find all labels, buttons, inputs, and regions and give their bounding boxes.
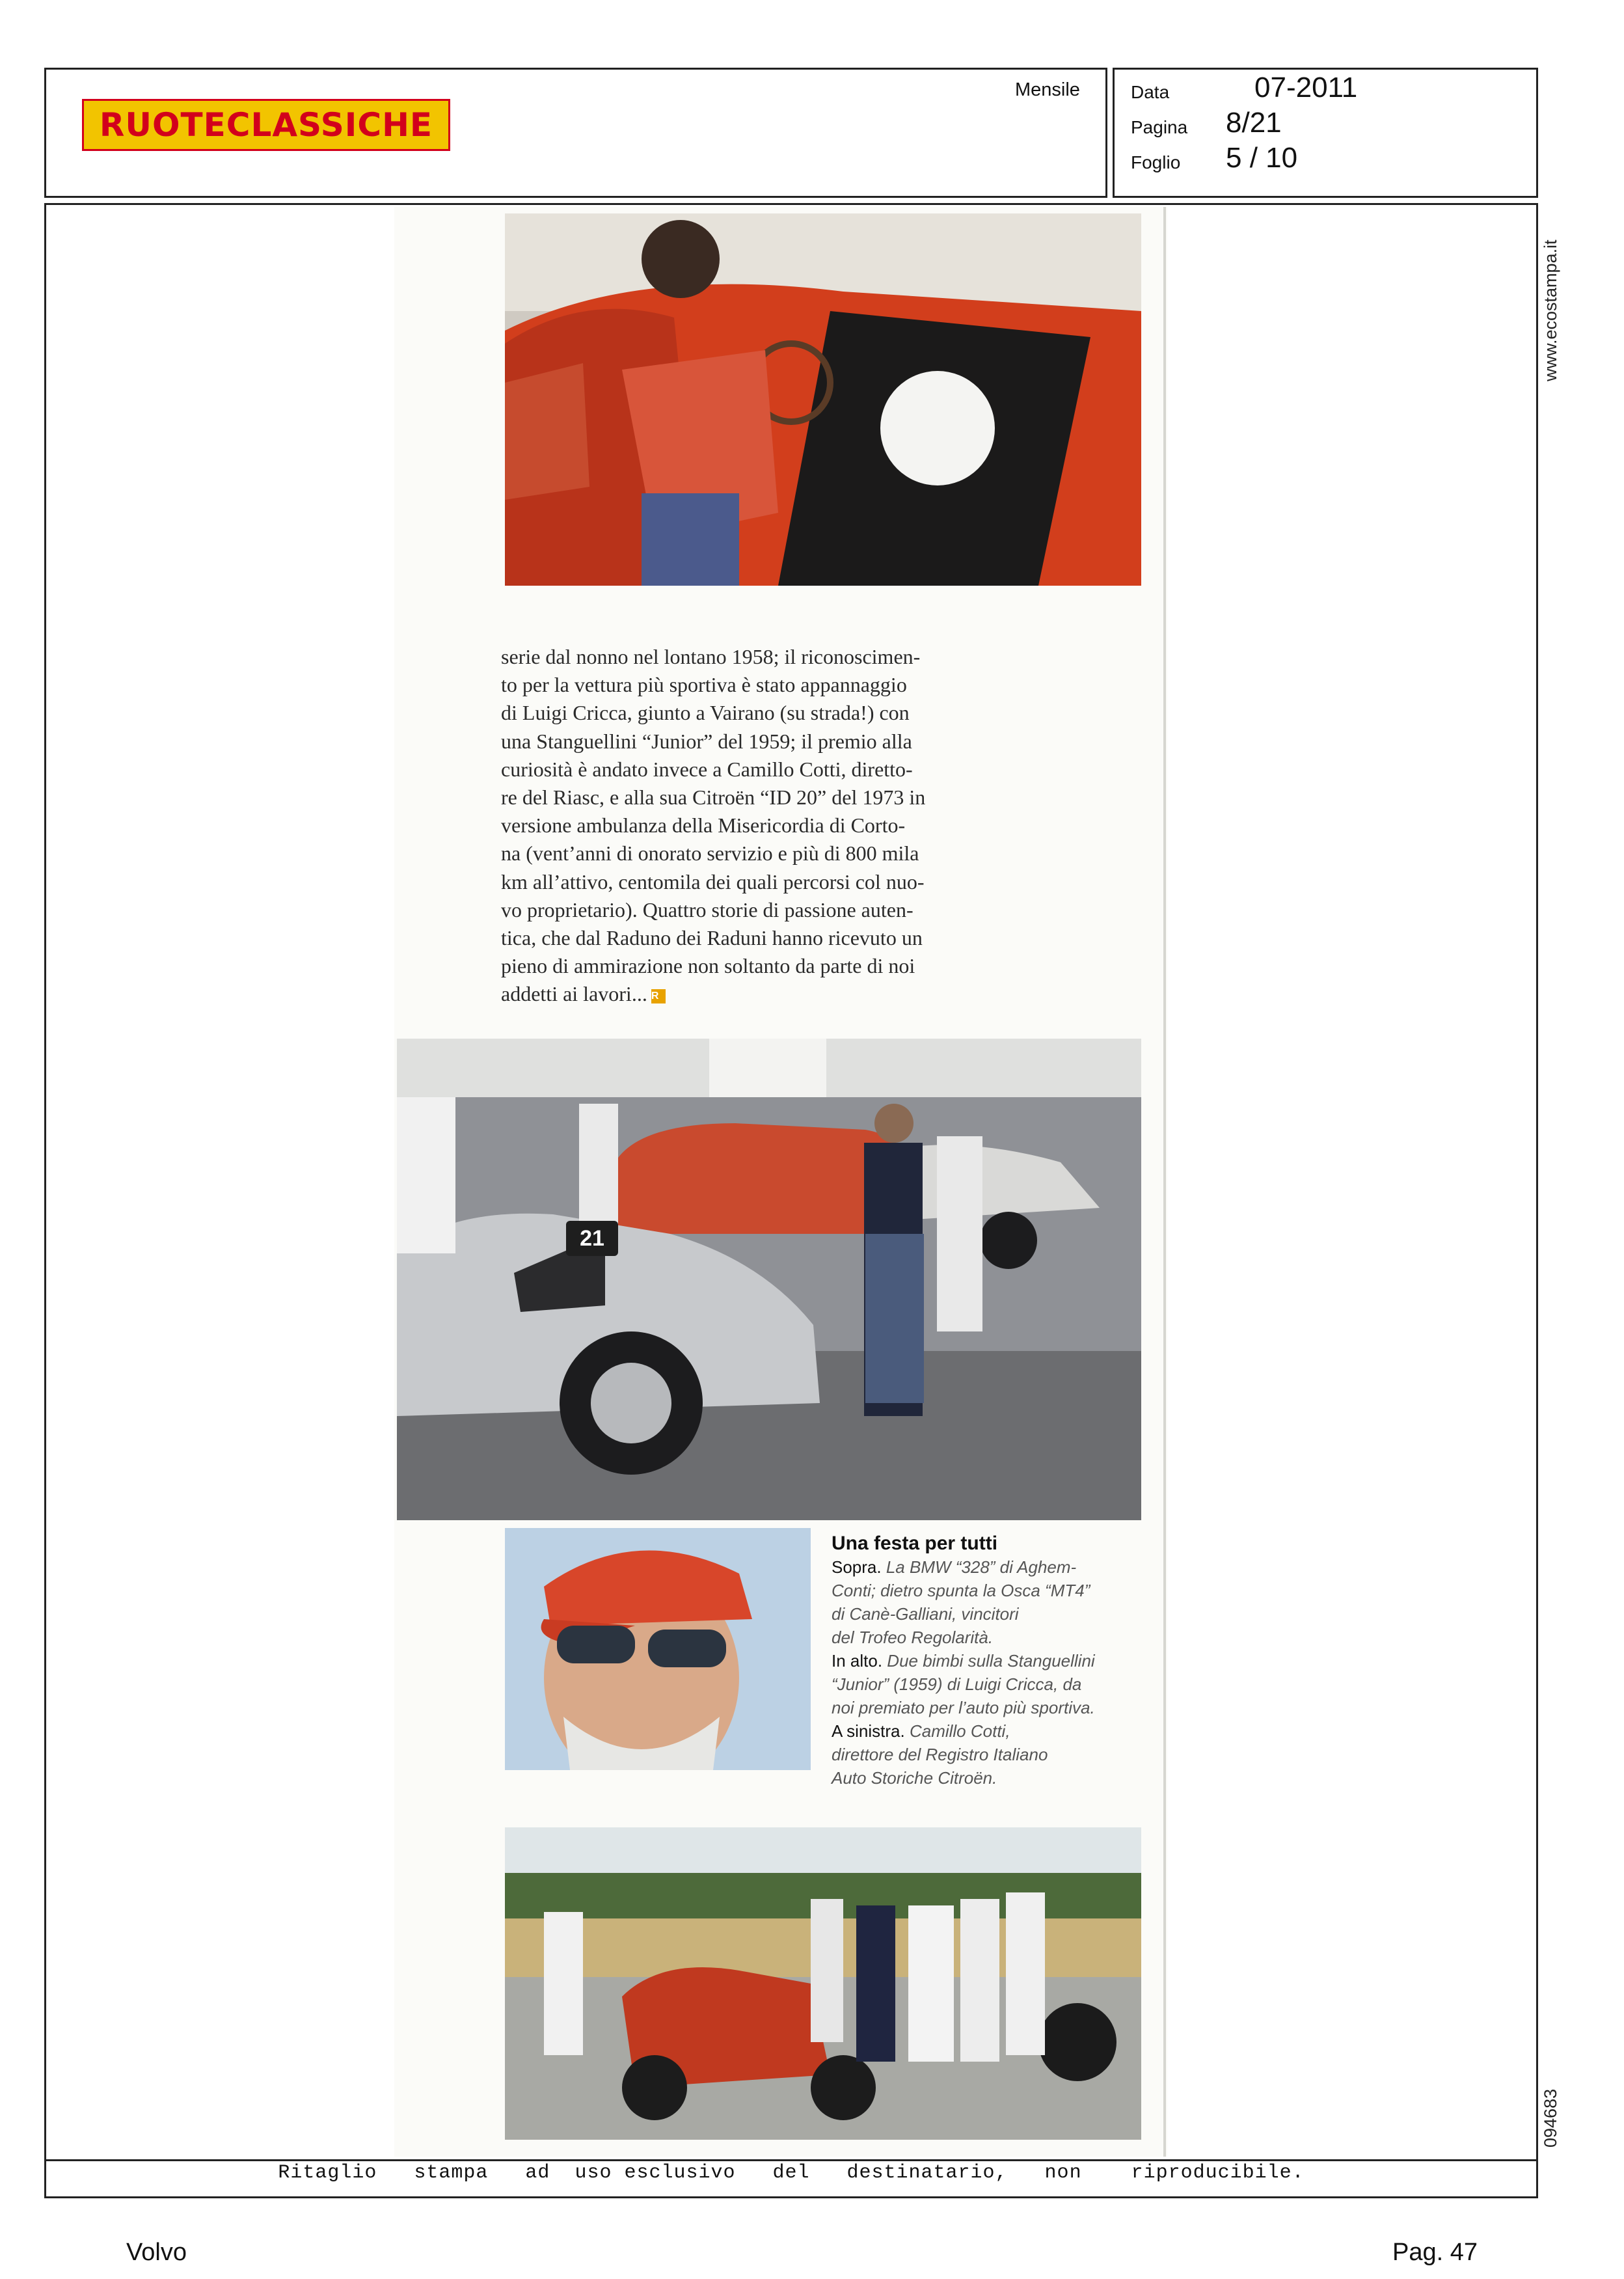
- caption-title: Una festa per tutti: [832, 1533, 998, 1554]
- client-name: Volvo: [126, 2239, 187, 2266]
- article-line: di Luigi Cricca, giunto a Vairano (su strada!) con: [501, 701, 910, 725]
- page-label: Pagina: [1131, 117, 1188, 137]
- photo-caption: [832, 1532, 1157, 1790]
- caption-entry-text: “Junior” (1959) di Luigi Cricca, da: [832, 1674, 1082, 1694]
- article-line: to per la vettura più sportiva è stato appannaggio: [501, 673, 907, 697]
- article-line: vo proprietario). Quattro storie di passione auten-: [501, 897, 914, 921]
- footer-rule: [44, 2159, 1538, 2161]
- article-line: addetti ai lavori...: [501, 982, 647, 1006]
- page-number: Pag. 47: [1392, 2239, 1478, 2266]
- article-line: km all’attivo, centomila dei quali percorsi col nuo-: [501, 869, 925, 894]
- article-last-line: [501, 980, 969, 1008]
- caption-entry: [832, 1649, 1157, 1719]
- periodicity-label: Mensile: [1015, 79, 1080, 100]
- logo-text: RUOTECLASSICHE: [99, 106, 433, 144]
- caption-entry-text: Conti; dietro spunta la Osca “MT4”: [832, 1581, 1090, 1600]
- date-value: 07-2011: [1254, 72, 1358, 103]
- article-line: tica, che dal Raduno dei Raduni hanno ricevuto un: [501, 926, 923, 950]
- article-line: una Stanguellini “Junior” del 1959; il premio alla: [501, 729, 912, 753]
- caption-entry-head: Sopra.: [832, 1557, 882, 1577]
- caption-entry-text: di Canè-Galliani, vincitori: [832, 1604, 1019, 1624]
- website-label: www.ecostampa.it: [1541, 239, 1560, 381]
- caption-entry-text: Camillo Cotti,: [909, 1721, 1010, 1741]
- article-line: curiosità è andato invece a Camillo Cotti, diretto-: [501, 757, 913, 781]
- photo-camillo-cotti: [505, 1528, 811, 1770]
- caption-entry-text: noi premiato per l’auto più sportiva.: [832, 1698, 1095, 1717]
- photo-alfa-group: [505, 1827, 1141, 2140]
- article-line: re del Riasc, e alla sua Citroën “ID 20” del 1973 in: [501, 785, 926, 810]
- sheet-label: Foglio: [1131, 152, 1181, 172]
- article-line: serie dal nonno nel lontano 1958; il riconoscimen-: [501, 645, 921, 668]
- end-of-article-mark: R: [651, 989, 666, 1003]
- date-label: Data: [1131, 82, 1170, 102]
- article-line: versione ambulanza della Misericordia di Corto-: [501, 813, 906, 838]
- page-value: 8/21: [1226, 107, 1282, 139]
- caption-entry: [832, 1719, 1157, 1790]
- caption-entry-text: direttore del Registro Italiano: [832, 1745, 1048, 1764]
- article-body: [501, 643, 969, 1009]
- caption-entry-text: Due bimbi sulla Stanguellini: [887, 1651, 1095, 1671]
- clip-code: 094683: [1541, 2088, 1560, 2148]
- caption-entry-text: del Trofeo Regolarità.: [832, 1628, 994, 1647]
- race-number: 21: [580, 1226, 604, 1251]
- sheet-value: 5 / 10: [1226, 142, 1298, 174]
- caption-entry-head: A sinistra.: [832, 1721, 905, 1741]
- article-line: na (vent’anni di onorato servizio e più di 800 mila: [501, 841, 919, 866]
- caption-entry: [832, 1555, 1157, 1649]
- reproduction-notice: Ritaglio stampa ad uso esclusivo del destinatario, non riproducibile.: [278, 2162, 1305, 2184]
- publication-logo: [82, 99, 450, 151]
- photo-child-in-car: [505, 213, 1141, 586]
- caption-entry-text: La BMW “328” di Aghem-: [886, 1557, 1077, 1577]
- photo-bmw-paddock: [397, 1039, 1141, 1520]
- caption-entry-text: Auto Storiche Citroën.: [832, 1768, 997, 1788]
- caption-entry-head: In alto.: [832, 1651, 883, 1671]
- article-line: pieno di ammirazione non soltanto da parte di noi: [501, 954, 915, 978]
- page-edge: [1163, 207, 1166, 2157]
